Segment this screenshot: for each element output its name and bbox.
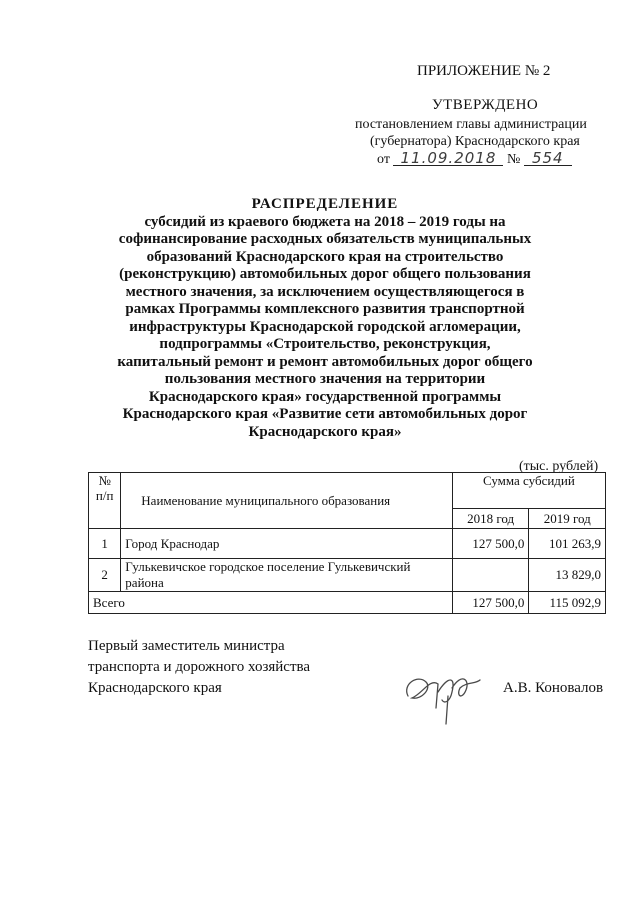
row-name: Город Краснодар xyxy=(121,529,453,559)
header-sum: Сумма субсидий xyxy=(452,473,605,509)
title-line: пользования местного значения на территории xyxy=(164,371,486,387)
table-row xyxy=(89,529,606,559)
subsidy-table xyxy=(88,472,606,614)
position-line: транспорта и дорожного хозяйства xyxy=(88,659,311,675)
title-line: капитальный ремонт и ремонт автомобильных дорог общего xyxy=(117,353,533,370)
header-name: Наименование муниципального образования xyxy=(121,473,453,529)
approval-number: 554 xyxy=(524,151,572,166)
row-num: 1 xyxy=(89,529,121,559)
title-line: софинансирование расходных обязательств муниципальных xyxy=(118,231,532,247)
title-heading: РАСПРЕДЕЛЕНИЕ xyxy=(251,196,399,212)
position-line: Краснодарского края xyxy=(88,680,222,696)
appendix-label: ПРИЛОЖЕНИЕ № 2 xyxy=(417,63,551,79)
approved-label: УТВЕРЖДЕНО xyxy=(432,97,539,113)
total-2018: 127 500,0 xyxy=(452,592,529,614)
title-line: Краснодарского края» xyxy=(248,423,402,440)
row-name: Гулькевичское городское поселение Гулькевичский района xyxy=(121,559,453,592)
row-2019: 101 263,9 xyxy=(529,529,606,559)
title-line: субсидий из краевого бюджета на 2018 – 2019 годы на xyxy=(144,213,506,230)
title-line: образований Краснодарского края на строительство xyxy=(146,248,504,265)
signatory-name: А.В. Коновалов xyxy=(503,680,604,696)
document-title xyxy=(60,196,590,441)
approval-date: 11.09.2018 xyxy=(393,151,503,166)
approval-date-line xyxy=(377,151,572,168)
header-num-abbr: п/п xyxy=(95,488,114,503)
row-num: 2 xyxy=(89,559,121,592)
row-2018 xyxy=(452,559,529,592)
title-line: Краснодарского края «Развитие сети автомобильных дорог xyxy=(122,406,528,422)
approval-line-2: (губернатора) Краснодарского края xyxy=(370,134,580,149)
header-year-2018: 2018 год xyxy=(452,509,529,529)
total-label: Всего xyxy=(89,592,453,614)
title-line: подпрограммы «Строительство, реконструкция, xyxy=(159,336,491,352)
row-2019: 13 829,0 xyxy=(529,559,606,592)
approval-line-1: постановлением главы администрации xyxy=(355,117,587,132)
row-2018: 127 500,0 xyxy=(452,529,529,559)
date-prefix: от xyxy=(377,152,390,167)
title-line: (реконструкцию) автомобильных дорог общего пользования xyxy=(119,266,531,282)
header-num-sign: № xyxy=(98,473,111,488)
title-line: местного значения, за исключением осуществляющегося в xyxy=(125,283,525,300)
signatory-position xyxy=(88,636,310,699)
units-label: (тыс. рублей) xyxy=(519,459,599,474)
handwritten-signature xyxy=(400,666,485,726)
position-line: Первый заместитель министра xyxy=(88,638,285,654)
total-row xyxy=(89,592,606,614)
title-line: инфраструктуры Краснодарской городской агломерации, xyxy=(129,318,521,335)
header-num xyxy=(89,473,121,529)
header-year-2019: 2019 год xyxy=(529,509,606,529)
title-line: Краснодарского края» государственной программы xyxy=(148,388,502,405)
number-prefix: № xyxy=(506,152,521,167)
title-line: рамках Программы комплексного развития транспортной xyxy=(125,301,525,317)
table-row xyxy=(89,559,606,592)
total-2019: 115 092,9 xyxy=(529,592,606,614)
